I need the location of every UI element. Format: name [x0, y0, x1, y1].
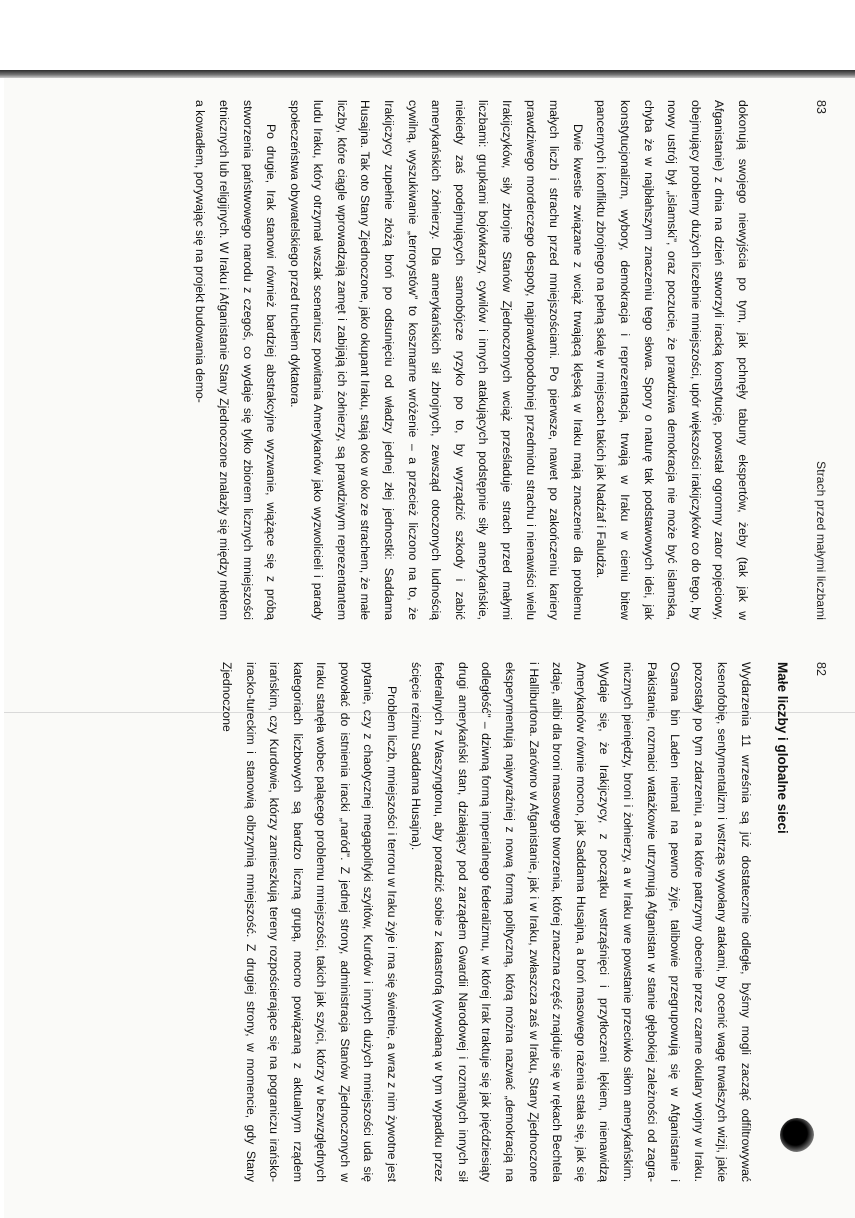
body-text [188, 100, 754, 620]
body-text [214, 662, 757, 1182]
scanner-edge [0, 70, 855, 78]
paragraph: Po drugie, Irak stanowi również bardziej abstrakcyjne wyzwanie, wiążące się z próbą stworzenia państwowego narodu z czegoś, co wydaje się tylko zbiorem licznych mniejszości etnicznych lub religijnych. W Iraku i Afganistanie Stany Zjednoczone znalazły się między młotem a kowadłem, porywając się na projekt budowania demo- [193, 100, 279, 620]
page-82 [28, 662, 828, 1182]
paragraph: dokonują swojego niewyjścia po tym, jak pchnęły tabuny ekspertów, żeby (tak jak w Afganistanie) z dnia na dzień stworzyli iracką konstytucję, powstał ogromny zator pojęciowy, obejmujący problemy dużych liczebnie mniejszości, upór większości irakijczyków co do tego, by nowy ustrój był „islamski”, oraz poczucie, że prawdziwa demokracja nie może być islamska, chyba że w najbłahszym znaczeniu tego słowa. Spory o naturę tak podstawowych idei, jak konstytucjonalizm, wybory, demokracja i reprezentacja, trwają w Iraku w cieniu bitew pancernych i konfliktu zbrojnego na pełną skalę w miejscach takich jak Nadżaf i Faludża. [594, 100, 750, 620]
paragraph: Dwie kwestie związane z wciąż trwającą klęską w Iraku mają znaczenie dla problemu małych liczb i strachu przed mniejszościami. Po pierwsze, nawet po zakończeniu kariery prawdziwego morderczego despoty, najprawdopodobniej przedmiotu strachu i nienawiści wielu Irakijczyków, siły zbrojne Stanów Zjednoczonych wciąż prześladuje strach przed małymi liczbami: grupkami bojówkarzy, cywilów i innych atakujących podstępnie siły amerykańskie, niekiedy zaś podejmujących samobójcze ryzyko po to, by wyrządzić szkody i zabić amerykańskich żołnierzy. Dla amerykańskich sił zbrojnych, zewsząd otoczonych ludnością cywilną, wyszukiwanie „terrorystów” to koszmarne wróżenie – a przecież liczono na to, że Irakijczycy zupełnie złożą broń po odsunięciu od władzy jednej złej jednostki: Saddama Husajna. Tak oto Stany Zjednoczone, jako okupant Iraku, stają oko w oko ze strachem, że małe liczby, które ciągle wprowadzają zamęt i zabijają ich żołnierzy, są prawdziwym reprezentantem ludu Iraku, który otrzymał wszak scenariusz powitania Amerykanów jako wyzwolicieli i parady społeczeństwa obywatelskiego przed truchłem dyktatora. [287, 100, 585, 620]
page-header [800, 662, 828, 1182]
section-title: Małe liczby i globalne sieci [775, 662, 790, 834]
paragraph: Wydarzenia 11 września są już dostatecznie odległe, byśmy mogli zacząć odfiltrowywać ksenofobię, sentymentalizm i wstrząs wywołany atakami, by ocenić wagę trwałszych wizji, jakie pozostały po tym zdarzeniu, a na które patrzymy obecnie przez czarne okulary wojny w Iraku. Osama bin Laden niemal na pewno żyje, talibowie przegrupowują się w Afganistanie i Pakistanie, rozmaici watażkowie utrzymują Afganistan w stanie głębokiej zależności od zagranicznych pieniędzy, broni i żołnierzy, a w Iraku wre powstanie przeciwko siłom amerykańskim. Wydaje się, że Irakijczycy, z początku wstrząśnięci i przytłoczeni lękiem, nienawidzą Amerykanów równie mocno, jak Saddama Husajna, a broń masowego rażenia stała się, jak się zdaje, alibi dla broni masowego tworzenia, której znaczna część znajduje się w rękach Bechtela i Halliburtona. Zarówno w Afganistanie, jak i w Iraku, zwłaszcza zaś w Iraku, Stany Zjednoczone eksperymentują najwyraźniej z nową formą polityczną, którą można nazwać „demokracją na odległość” – dziwną formą imperialnego federalizmu, w której Irak traktuje się jak pięćdziesiąty drugi amerykański stan, działający pod zarządem Gwardii Narodowej i rozmaitych innych sił federalnych z Waszyngtonu, aby poradzić sobie z katastrofą (wywołaną w tym wypadku przez ścięcie reżimu Saddama Husajna). [408, 662, 753, 1182]
page-83 [28, 100, 828, 620]
page-number: 83 [814, 100, 828, 114]
paragraph: Problem liczb, mniejszości i terroru w Iraku żyje i ma się świetnie, a wraz z nim żywotne jest pytanie, czy z chaotycznej megapolityki szyitów, Kurdów i innych dużych mniejszości uda się powołać do istnienia iracki „naród”. Z jednej strony, administracja Stanów Zjednoczonych w Iraku stanęła wobec palącego problemu mniejszości, takich jak szyici, którzy w bezwzględnych kategoriach liczbowych są bardzo liczną grupą, mocno powiązaną z aktualnym rządem irańskim, czy Kurdowie, którzy zamieszkują tereny rozpościerające się na pograniczu irańsko-iracko-tureckim i stanowią olbrzymią mniejszość. Z drugiej strony, w momencie, gdy Stany Zjednoczone [219, 662, 400, 1182]
running-head: Strach przed małymi liczbami [814, 461, 828, 620]
page-number: 82 [814, 662, 828, 676]
page-header [800, 100, 828, 620]
